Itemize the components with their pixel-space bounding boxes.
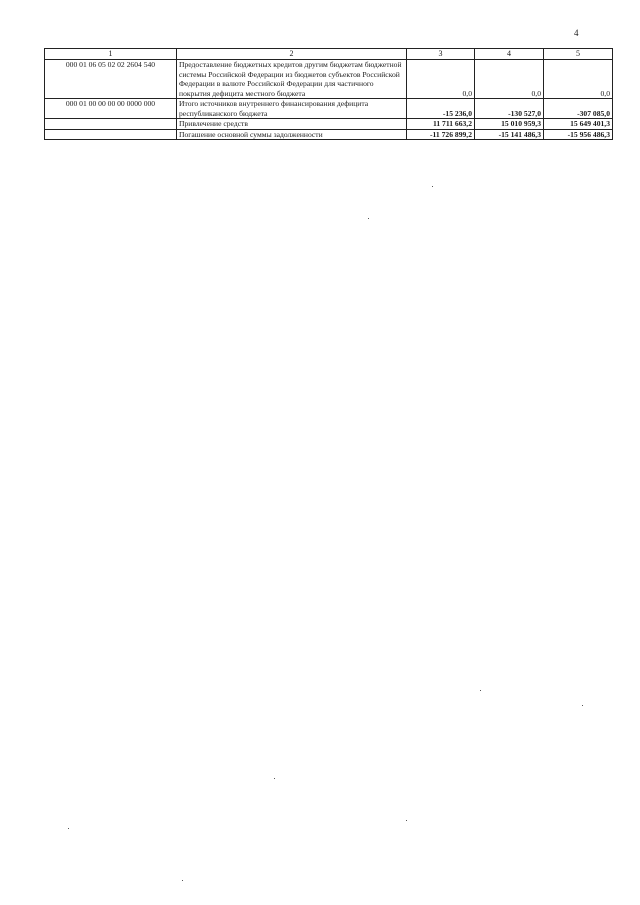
page-number: 4 [574, 28, 579, 38]
table-row [45, 119, 613, 130]
column-header: 2 [177, 49, 407, 60]
value-col-3: -15 236,0 [407, 99, 475, 119]
column-header: 4 [475, 49, 544, 60]
scan-speck [68, 828, 69, 829]
row-code: 000 01 00 00 00 00 0000 000 [45, 99, 177, 119]
row-description: Итого источников внутреннего финансирования дефицита республиканского бюджета [177, 99, 407, 119]
scan-speck [274, 778, 275, 779]
value-col-5: -307 085,0 [544, 99, 613, 119]
row-code: 000 01 06 05 02 02 2604 540 [45, 60, 177, 99]
table-row [45, 129, 613, 140]
scan-speck [406, 820, 407, 821]
value-col-3: 11 711 663,2 [407, 119, 475, 130]
value-col-3: -11 726 899,2 [407, 129, 475, 140]
table-row [45, 99, 613, 119]
value-col-5: 15 649 401,3 [544, 119, 613, 130]
value-col-4: 0,0 [475, 60, 544, 99]
scan-speck [182, 880, 183, 881]
row-description: Привлечение средств [177, 119, 407, 130]
value-col-4: -130 527,0 [475, 99, 544, 119]
column-header: 5 [544, 49, 613, 60]
scan-speck [480, 690, 481, 691]
value-col-4: -15 141 486,3 [475, 129, 544, 140]
budget-sources-table [44, 48, 613, 140]
scan-speck [432, 186, 433, 187]
value-col-4: 15 010 959,3 [475, 119, 544, 130]
value-col-5: -15 956 486,3 [544, 129, 613, 140]
value-col-5: 0,0 [544, 60, 613, 99]
table-header-row [45, 49, 613, 60]
column-header: 3 [407, 49, 475, 60]
value-col-3: 0,0 [407, 60, 475, 99]
scan-speck [582, 705, 583, 706]
scan-speck [368, 218, 369, 219]
table-row [45, 60, 613, 99]
row-description: Погашение основной суммы задолженности [177, 129, 407, 140]
row-description: Предоставление бюджетных кредитов другим бюджетам бюджетной системы Российской Федерации из бюджетов субъектов Российской Федерации в валюте Российской Федерации для частичного покрытия дефицита местного бюджета [177, 60, 407, 99]
row-code [45, 129, 177, 140]
column-header: 1 [45, 49, 177, 60]
row-code [45, 119, 177, 130]
